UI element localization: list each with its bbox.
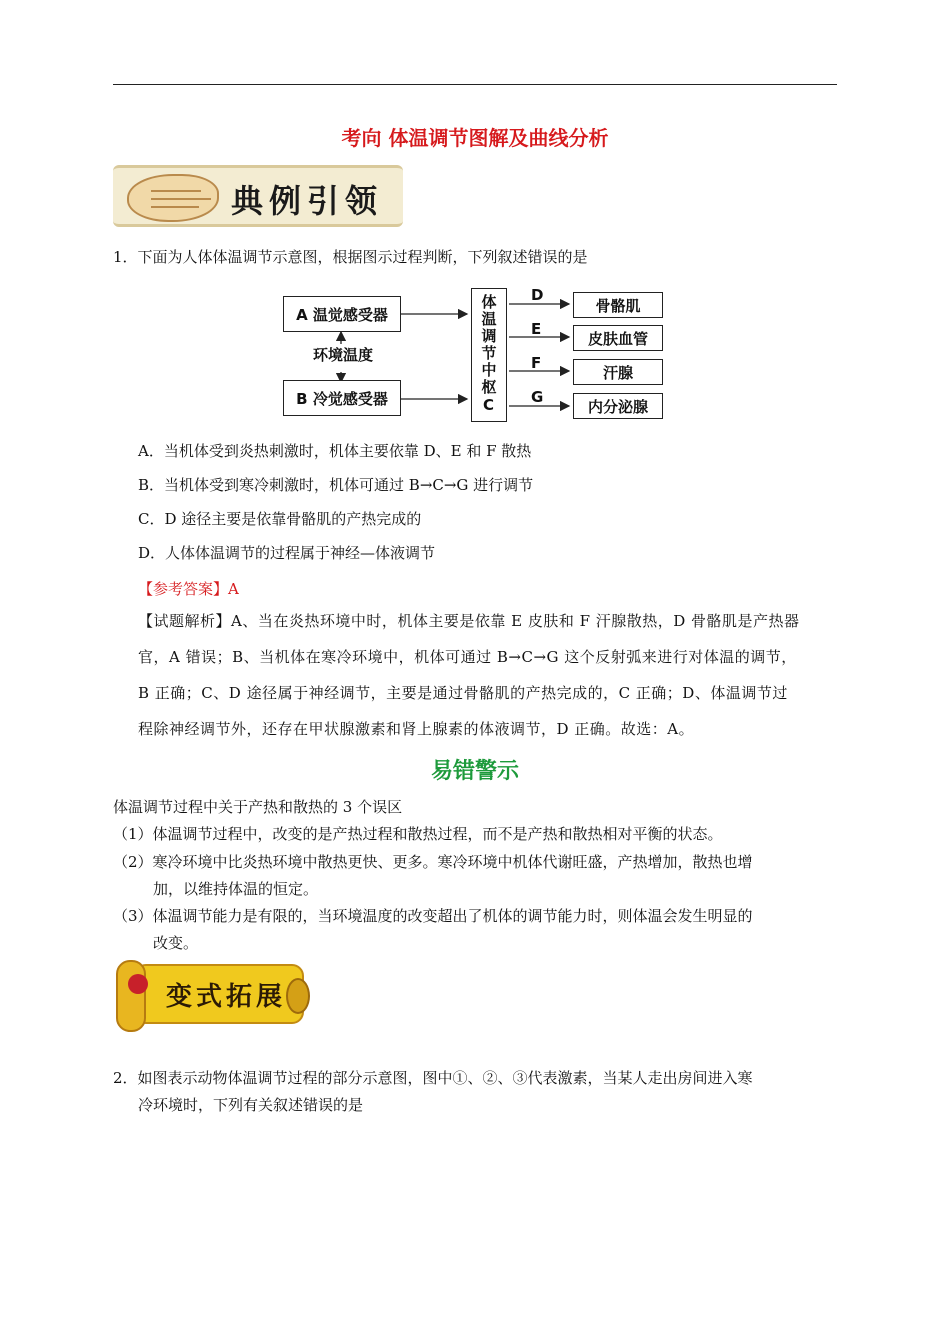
scroll-roll-icon [116,960,146,1032]
page-title: 考向 体温调节图解及曲线分析 [341,126,609,150]
example-banner-text: 典例引领 [231,182,384,220]
option-a: A．当机体受到炎热刺激时，机体主要依靠 D、E 和 F 散热 [138,442,532,460]
warm-receptor-box: A 温觉感受器 [283,296,401,332]
warning-intro: 体温调节过程中关于产热和散热的 3 个误区 [113,798,403,816]
option-c: C．D 途径主要是依靠骨骼肌的产热完成的 [138,510,422,528]
knot-icon [128,974,148,994]
path-label-d: D [531,286,544,304]
path-label-e: E [531,320,542,338]
warning-item-2-line-1: （2）寒冷环境中比炎热环境中散热更快、更多。寒冷环境中机体代谢旺盛，产热增加，散热也增 [113,853,753,871]
path-label-f: F [531,354,542,372]
analysis-line: B 正确；C、D 途径属于神经调节，主要是通过骨骼肌的产热完成的，C 正确；D、体温调节过 [138,684,788,702]
variation-banner-text: 变式拓展 [166,982,287,1012]
question-2-line-1: 2．如图表示动物体温调节过程的部分示意图，图中①、②、③代表激素，当某人走出房间进入寒 [113,1069,753,1087]
cold-receptor-box: B 冷觉感受器 [283,380,401,416]
thermoregulation-center-box: 体温调节中枢C [471,288,507,422]
analysis-line: 程除神经调节外，还存在甲状腺激素和肾上腺素的体液调节，D 正确。故选：A。 [138,720,695,738]
analysis-block [138,603,838,747]
warning-item-1: （1）体温调节过程中，改变的是产热过程和散热过程，而不是产热和散热相对平衡的状态。 [113,825,723,843]
warning-title: 易错警示 [430,759,519,784]
warning-item-3-line-1: （3）体温调节能力是有限的，当环境温度的改变超出了机体的调节能力时，则体温会发生明显的 [113,907,753,925]
question-1-stem: 1．下面为人体体温调节示意图，根据图示过程判断，下列叙述错误的是 [113,248,588,266]
path-label-g: G [531,388,544,406]
reference-answer: 【参考答案】A [138,580,239,598]
warning-item-3-line-2: 改变。 [153,934,199,952]
effector-endocrine-glands: 内分泌腺 [573,393,663,419]
effector-skin-vessels: 皮肤血管 [573,325,663,351]
effector-sweat-glands: 汗腺 [573,359,663,385]
variation-banner [116,960,306,1032]
warning-item-2-line-2: 加，以维持体温的恒定。 [153,880,319,898]
shell-icon [127,174,219,222]
effector-skeletal-muscle: 骨骼肌 [573,292,663,318]
example-banner [113,165,403,227]
analysis-line: 官，A 错误；B、当机体在寒冷环境中，机体可通过 B→C→G 这个反射弧来进行对体温的调节， [138,648,797,666]
analysis-line: 【试题解析】A、当在炎热环境中时，机体主要是依靠 E 皮肤和 F 汗腺散热，D 骨骼肌是产热器 [138,612,800,630]
thermoregulation-diagram [283,284,668,424]
option-d: D．人体体温调节的过程属于神经—体液调节 [138,544,436,562]
scroll-end-icon [286,978,310,1014]
option-b: B．当机体受到寒冷刺激时，机体可通过 B→C→G 进行调节 [138,476,534,494]
environment-temperature-label: 环境温度 [313,346,374,364]
question-2-line-2: 冷环境时，下列有关叙述错误的是 [138,1096,364,1114]
header-rule [113,84,837,85]
